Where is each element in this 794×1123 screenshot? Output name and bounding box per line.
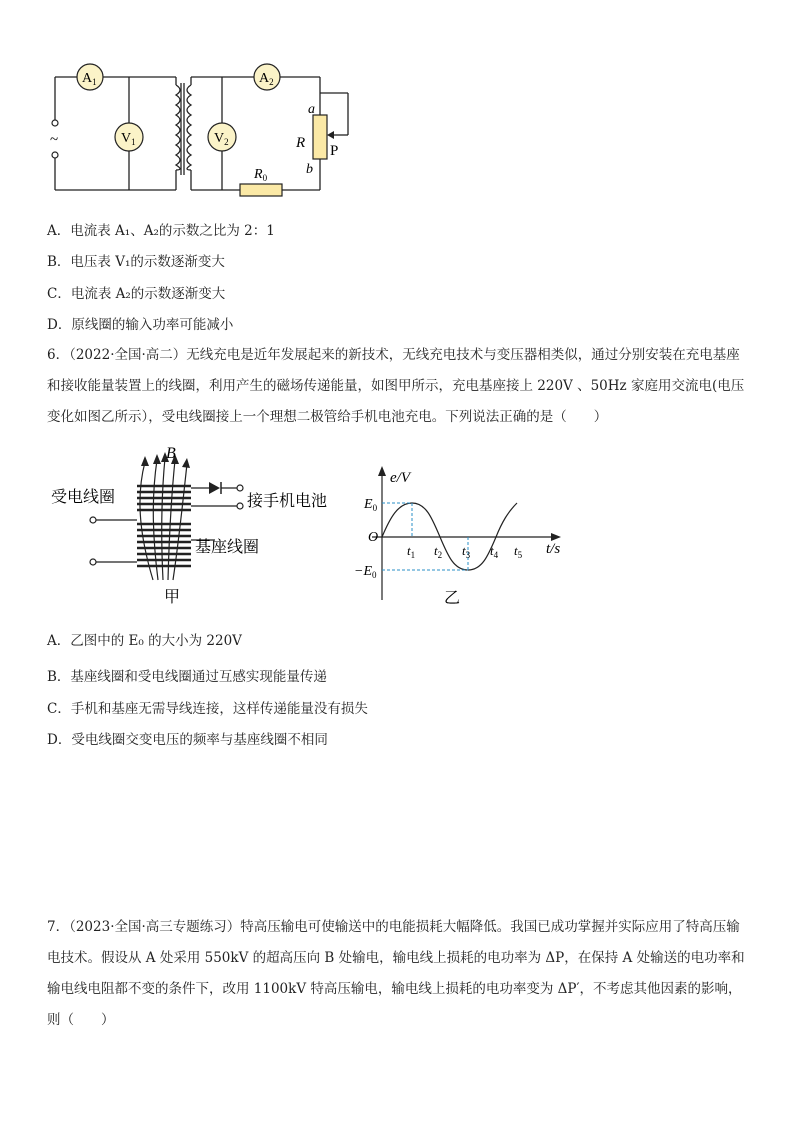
ammeter-a1-label: $A_1$	[82, 71, 97, 87]
base-coil-label: 基座线圈	[195, 539, 260, 556]
figure-yi-caption: 乙	[444, 590, 461, 607]
q5-option-a: A．电流表 A₁、A₂的示数之比为 2：1	[47, 223, 275, 239]
q7-stem: 7．（2023·全国·高三专题练习）特高压输电可使输送中的电能损耗大幅降低。我国已成功掌握并实际应用了特高压输电技术。假设从 A 处采用 550kV 的超高压向 B 处输电，输电线上损耗的电功率为 ΔP，在保持 A 处输送的电功率和输电线电阻都不变的条件下，改用 1100kV 特高压输电，输电线上损耗的电功率变为 ΔP′，不考虑其他因素的影响，则（ ）	[47, 919, 745, 1028]
e0-label: $E_0$	[364, 497, 378, 513]
origin-label: O	[368, 530, 379, 545]
voltmeter-v2-label: $V_2$	[214, 131, 229, 147]
slider-p-label: P	[330, 143, 339, 159]
q6-option-a: A．乙图中的 E₀ 的大小为 220V	[47, 633, 242, 649]
y-axis-label: e/V	[390, 470, 410, 486]
q5-option-b: B．电压表 V₁的示数逐渐变大	[47, 254, 225, 270]
receiver-coil-label: 受电线圈	[51, 489, 116, 506]
ac-source-symbol: ~	[50, 132, 59, 148]
tick-t5: $t_5$	[514, 543, 523, 560]
x-axis-label: t/s	[546, 541, 561, 557]
q6-option-d: D．受电线圈交变电压的频率与基座线圈不相同	[47, 732, 328, 748]
tick-t4: $t_4$	[490, 543, 499, 560]
ammeter-a2-label: $A_2$	[259, 71, 274, 87]
voltmeter-v1-label: $V_1$	[121, 131, 136, 147]
rheostat-r-label: R	[296, 135, 306, 151]
q6-option-b: B．基座线圈和受电线圈通过互感实现能量传递	[47, 669, 327, 685]
neg-e0-label: $-E_0$	[354, 564, 377, 580]
tick-t3: $t_3$	[462, 543, 471, 560]
q6-stem: 6．（2022·全国·高二）无线充电是近年发展起来的新技术，无线充电技术与变压器相类似，通过分别安装在充电基座和接收能量装置上的线圈，利用产生的磁场传递能量，如图甲所示，充电基座接上 220V 、50Hz 家庭用交流电(电压变化如图乙所示），受电线圈接上一个理想二极管给手机电池充电。下列说法正确的是（ ）	[47, 347, 745, 425]
resistor-r0-label: $R_0$	[254, 167, 268, 183]
magnetic-field-b-label: B	[166, 445, 176, 462]
wireless-charging-figure	[45, 440, 355, 610]
tick-t2: $t_2$	[434, 543, 443, 560]
figure-jia-caption: 甲	[164, 589, 181, 606]
q5-option-c: C．电流表 A₂的示数逐渐变大	[47, 286, 226, 302]
voltage-waveform-figure	[350, 460, 585, 610]
q6-option-c: C．手机和基座无需导线连接，这样传递能量没有损失	[47, 701, 368, 717]
q5-option-d: D．原线圈的输入功率可能减小	[47, 317, 234, 333]
tick-t1: $t_1$	[407, 543, 416, 560]
transformer-circuit-figure	[40, 55, 370, 205]
phone-battery-label: 接手机电池	[247, 493, 328, 510]
terminal-b-label: b	[306, 162, 313, 177]
terminal-a-label: a	[308, 102, 315, 117]
